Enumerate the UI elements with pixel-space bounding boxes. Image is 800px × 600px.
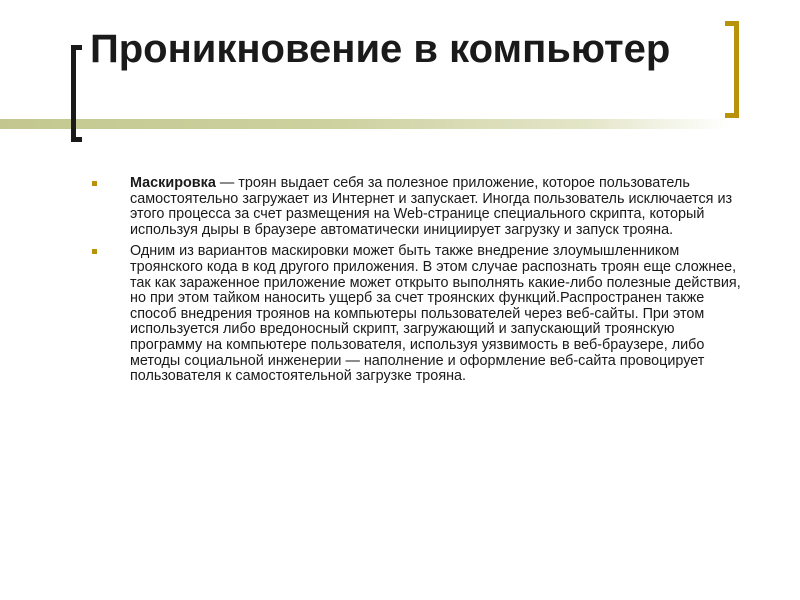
- square-bullet-icon: [92, 249, 97, 254]
- title-underline-band: [0, 119, 730, 129]
- bullet-term: Маскировка: [130, 175, 216, 191]
- slide-title: Проникновение в компьютер: [90, 27, 671, 71]
- square-bullet-icon: [92, 181, 97, 186]
- bullet-text: Одним из вариантов маскировки может быть также внедрение злоумышленником троянского кода в код другого приложения. В этом случае распознать троян еще сложнее, так как зараженное приложение может открыто выполнять какие-либо полезные действия, но при этом тайком наносить ущерб за счет троянских функций.Распространен также способ внедрения троянов на компьютеры пользователей через веб-сайты. При этом используется либо вредоносный скрипт, загружающий и запускающий троянскую программу на компьютере пользователя, используя уязвимость в веб-браузере, либо методы социальной инженерии — наполнение и оформление веб-сайта провоцирует пользователя к самостоятельной загрузке трояна.: [130, 243, 741, 385]
- bullet-list: [90, 176, 750, 391]
- left-bracket-decoration: [71, 45, 82, 142]
- bullet-text: — троян выдает себя за полезное приложение, которое пользователь самостоятельно загружает из Интернет и запускает. Иногда пользователь исключается из этого процесса за счет размещения на Web-странице специального скрипта, который используя дыры в браузере автоматически инициирует загрузку и запуск трояна.: [130, 175, 733, 238]
- bullet-item-injection: [90, 244, 750, 384]
- bullet-item-masking: [90, 176, 750, 238]
- right-bracket-decoration: [725, 21, 739, 118]
